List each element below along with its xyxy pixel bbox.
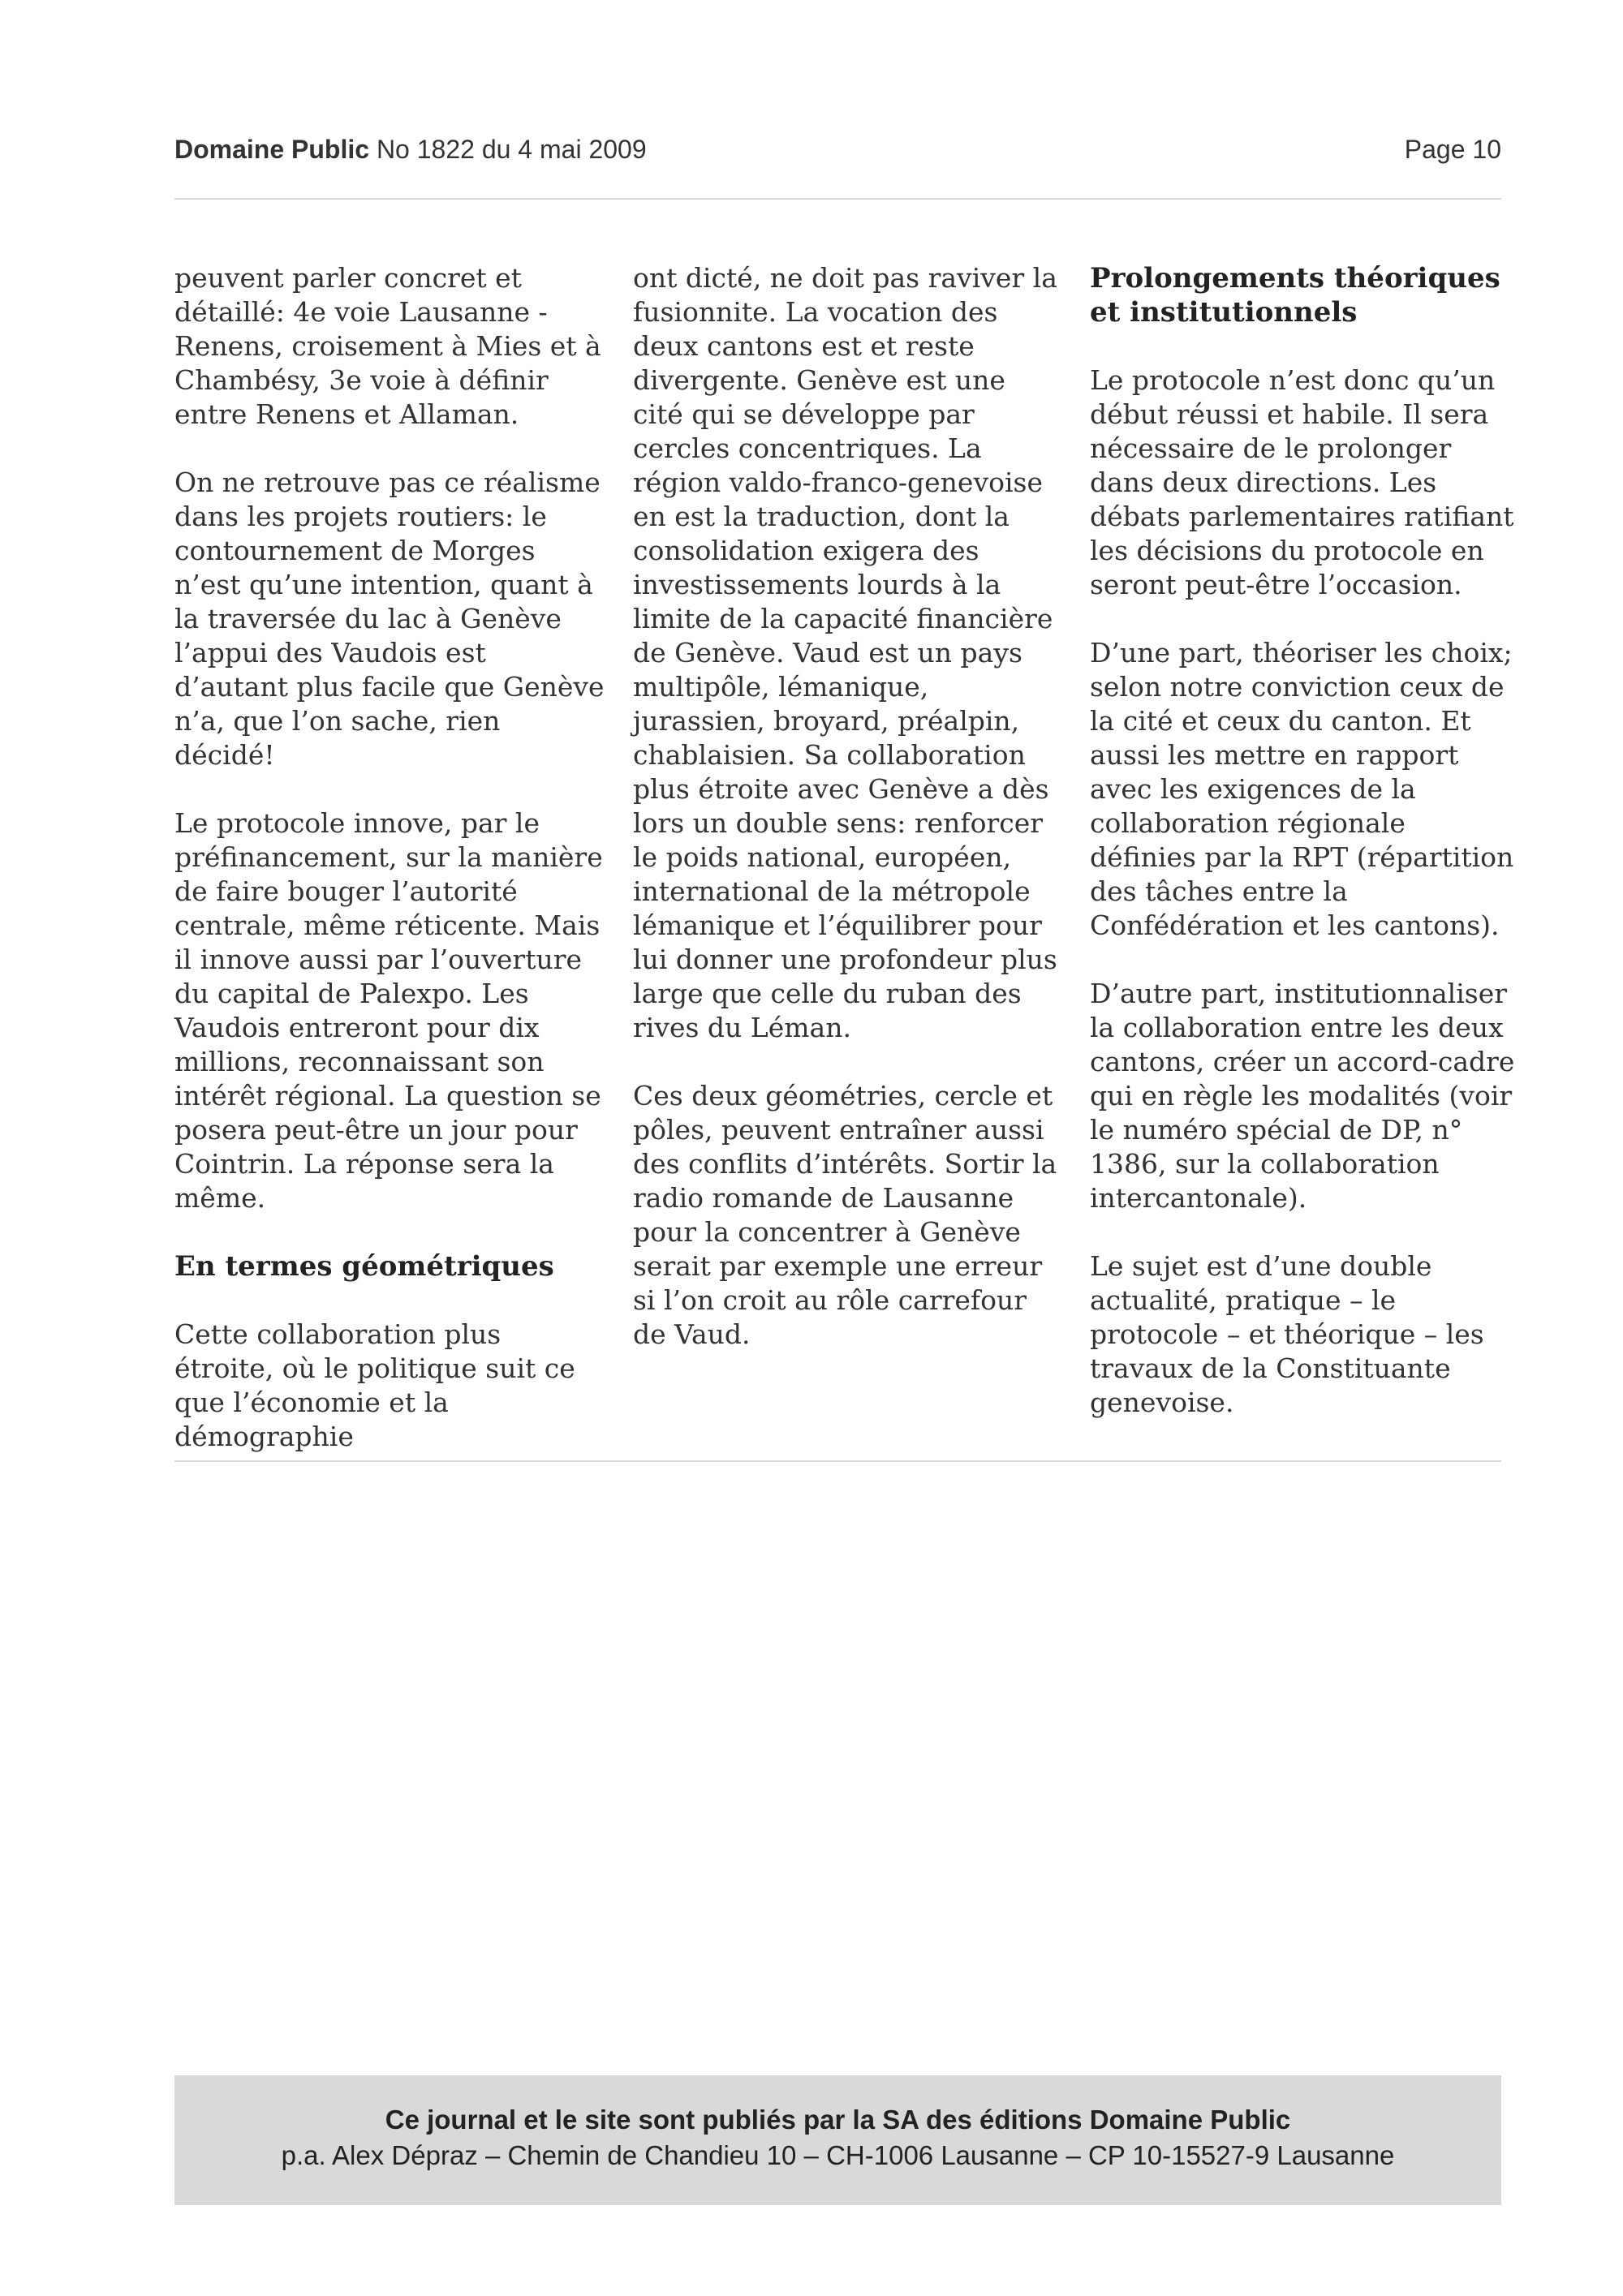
footer-address-line: p.a. Alex Dépraz – Chemin de Chandieu 10 – CH-1006 Lausanne – CP 10-15527-9 Lausanne <box>281 2140 1395 2170</box>
paragraph: On ne retrouve pas ce réalisme dans les projets routiers: le contournement de Morges n’est qu’une intention, quant à la traversée du lac à Genève l’appui des Vaudois est d’autant plus facile que Genève n’a, que l’on sache, rien décidé! <box>174 467 605 771</box>
header-publication-line <box>174 135 647 165</box>
article-column-2 <box>633 261 1063 1386</box>
paragraph: D’autre part, institutionnaliser la collaboration entre les deux cantons, créer un accord-cadre qui en règle les modalités (voir le numéro spécial de DP, n° 1386, sur la collaboration intercantonale). <box>1090 978 1515 1214</box>
paragraph: Le protocole n’est donc qu’un début réussi et habile. Il sera nécessaire de le prolonger dans deux directions. Les débats parlementaires ratifiant les décisions du protocole en seront peut-être l’occasion. <box>1090 364 1514 600</box>
section-heading: En termes géométriques <box>174 1250 554 1283</box>
paragraph: Ces deux géométries, cercle et pôles, peuvent entraîner aussi des conflits d’intérêts. Sortir la radio romande de Lausanne pour la concentrer à Genève serait par exemple une erreur si l’on croit au rôle carrefour de Vaud. <box>633 1080 1057 1350</box>
article-column-1 <box>174 261 605 1488</box>
section-heading: Prolongements théoriques et institutionnels <box>1090 262 1500 329</box>
paragraph: ont dicté, ne doit pas raviver la fusionnite. La vocation des deux cantons est et reste divergente. Genève est une cité qui se développe par cercles concentriques. La région valdo-franco-genevoise en est la traduction, dont la consolidation exigera des investissements lourds à la limite de la capacité financière de Genève. Vaud est un pays multipôle, lémanique, jurassien, broyard, préalpin, chablaisien. Sa collaboration plus étroite avec Genève a dès lors un double sens: renforcer le poids national, européen, international de la métropole lémanique et l’équilibrer pour lui donner une profondeur plus large que celle du ruban des rives du Léman. <box>633 262 1057 1043</box>
page-number: Page 10 <box>1404 135 1501 164</box>
publication-name: Domaine Public <box>174 135 370 164</box>
paragraph: Le protocole innove, par le préfinancement, sur la manière de faire bouger l’autorité centrale, même réticente. Mais il innove aussi par l’ouverture du capital de Palexpo. Les Vaudois entreront pour dix millions, reconnaissant son intérêt régional. La question se posera peut-être un jour pour Cointrin. La réponse sera la même. <box>174 807 603 1214</box>
article-end-divider <box>174 1460 1501 1462</box>
paragraph: peuvent parler concret et détaillé: 4e voie Lausanne - Renens, croisement à Mies et à Chambésy, 3e voie à définir entre Renens et Allaman. <box>174 262 601 430</box>
issue-info: No 1822 du 4 mai 2009 <box>376 135 647 164</box>
publisher-footer <box>174 2075 1501 2205</box>
header-divider <box>174 198 1501 200</box>
paragraph: Le sujet est d’une double actualité, pratique – le protocole – et théorique – les travaux de la Constituante genevoise. <box>1090 1250 1484 1418</box>
footer-publisher-line: Ce journal et le site sont publiés par la SA des éditions Domaine Public <box>385 2105 1291 2135</box>
article-column-3 <box>1090 261 1520 1454</box>
paragraph: D’une part, théoriser les choix; selon notre conviction ceux de la cité et ceux du canton. Et aussi les mettre en rapport avec les exigences de la collaboration régionale définies par la RPT (répartition des tâches entre la Confédération et les cantons). <box>1090 637 1514 941</box>
paragraph: Cette collaboration plus étroite, où le politique suit ce que l’économie et la démographie <box>174 1318 575 1452</box>
page-header <box>174 135 1501 170</box>
